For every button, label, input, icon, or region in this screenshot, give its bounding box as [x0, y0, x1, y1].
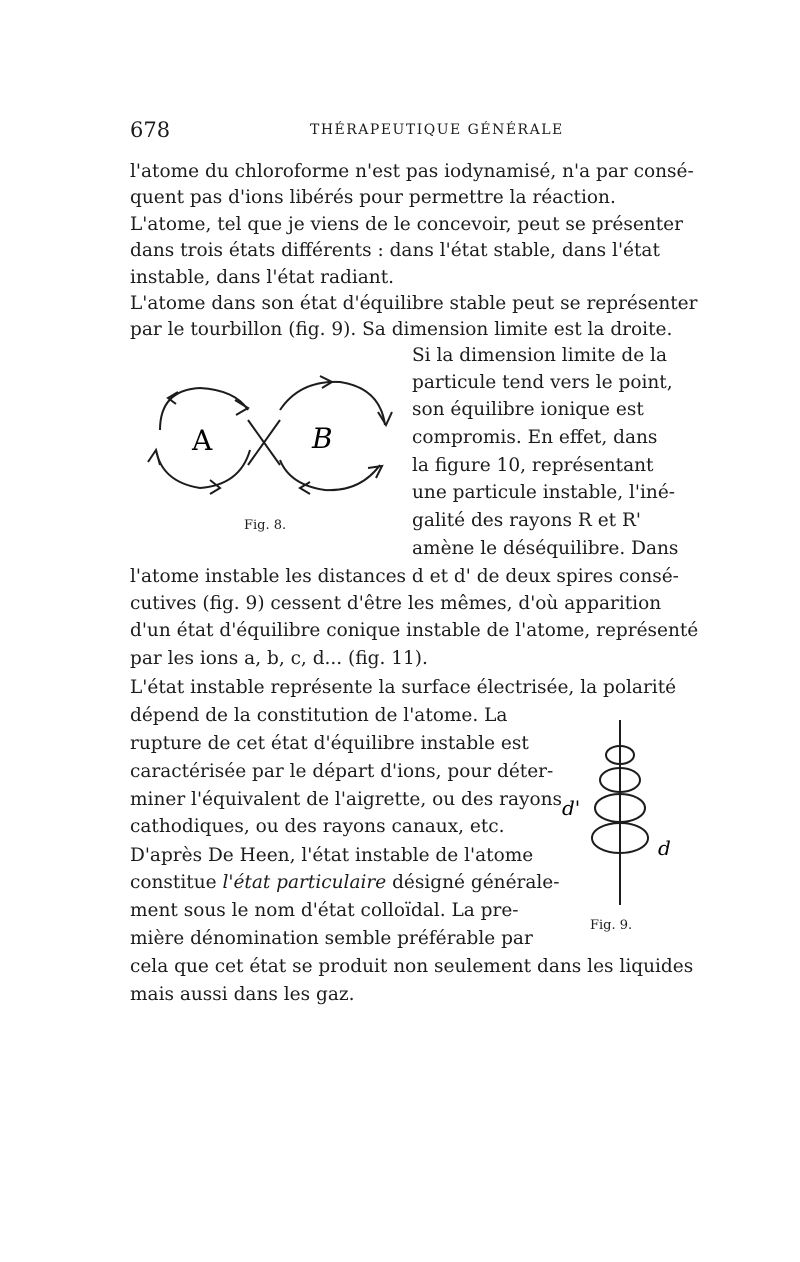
text-line: par les ions a, b, c, d... (fig. 11).: [130, 648, 428, 669]
text-run: désigné générale-: [392, 872, 560, 893]
label-d-prime: d': [562, 796, 581, 820]
page-number: 678: [130, 118, 171, 142]
text-line: amène le déséquilibre. Dans: [412, 538, 679, 559]
label-a: A: [192, 424, 213, 457]
crossing-lines: [248, 420, 280, 465]
text-line: dans trois états différents : dans l'état stable, dans l'état: [130, 240, 660, 261]
label-b: B: [312, 422, 333, 455]
text-line: instable, dans l'état radiant.: [130, 267, 395, 288]
text-line: d'un état d'équilibre conique instable de l'atome, représenté: [130, 620, 699, 641]
text-line: L'atome dans son état d'équilibre stable peut se représenter: [130, 293, 698, 314]
text-line: cutives (fig. 9) cessent d'être les mêmes, d'où apparition: [130, 593, 662, 614]
text-run: constitue: [130, 872, 217, 893]
text-line: caractérisée par le départ d'ions, pour déter-: [130, 761, 554, 782]
figure-9-caption: Fig. 9.: [590, 918, 633, 933]
text-line: mais aussi dans les gaz.: [130, 984, 355, 1005]
label-d: d: [658, 836, 671, 860]
vortex-b-arc: [280, 382, 385, 425]
text-line: galité des rayons R et R': [412, 510, 641, 531]
text-line: cathodiques, ou des rayons canaux, etc.: [130, 816, 505, 837]
figure-8-diagram: [140, 370, 400, 530]
text-line: [130, 869, 560, 897]
vortex-b-arc: [280, 460, 380, 490]
arrow-head: [378, 412, 392, 425]
text-line: L'état instable représente la surface électrisée, la polarité: [130, 677, 677, 698]
text-line: Si la dimension limite de la: [412, 345, 667, 366]
text-line: cela que cet état se produit non seulement dans les liquides: [130, 956, 694, 977]
text-line: D'après De Heen, l'état instable de l'atome: [130, 845, 534, 866]
italic-term: l'état particulaire: [222, 872, 387, 893]
text-line: compromis. En effet, dans: [412, 427, 658, 448]
text-line: l'atome instable les distances d et d' de deux spires consé-: [130, 566, 679, 587]
figure-9-diagram: [560, 720, 680, 910]
text-line: son équilibre ionique est: [412, 399, 644, 420]
running-title: THÉRAPEUTIQUE GÉNÉRALE: [310, 122, 564, 138]
text-line: miner l'équivalent de l'aigrette, ou des rayons: [130, 789, 563, 810]
text-line: mière dénomination semble préférable par: [130, 928, 533, 949]
text-line: l'atome du chloroforme n'est pas iodynamisé, n'a par consé-: [130, 161, 694, 182]
text-line: par le tourbillon (fig. 9). Sa dimension limite est la droite.: [130, 319, 673, 340]
text-line: la figure 10, représentant: [412, 455, 654, 476]
text-line: particule tend vers le point,: [412, 372, 673, 393]
text-line: dépend de la constitution de l'atome. La: [130, 705, 508, 726]
text-line: une particule instable, l'iné-: [412, 482, 676, 503]
figure-8-caption: Fig. 8.: [244, 518, 287, 533]
arrow-head: [148, 450, 160, 465]
text-line: ment sous le nom d'état colloïdal. La pre-: [130, 900, 519, 921]
text-line: L'atome, tel que je viens de le concevoir, peut se présenter: [130, 214, 683, 235]
text-line: quent pas d'ions libérés pour permettre la réaction.: [130, 187, 616, 208]
text-line: rupture de cet état d'équilibre instable est: [130, 733, 529, 754]
running-head: [130, 118, 670, 144]
